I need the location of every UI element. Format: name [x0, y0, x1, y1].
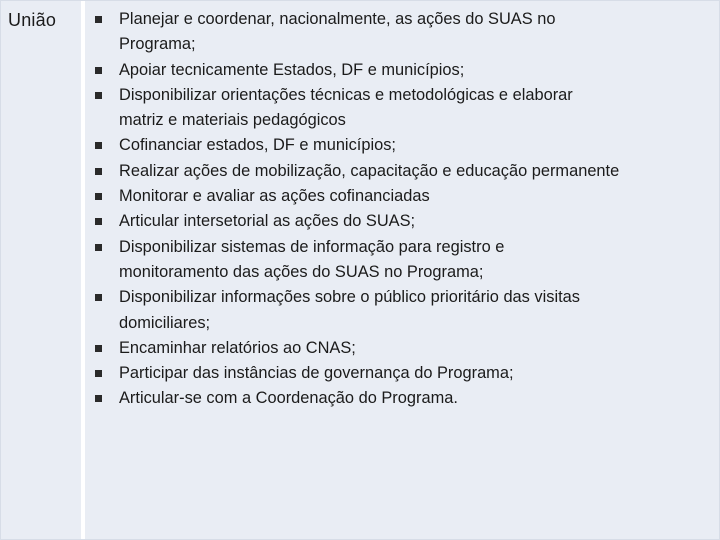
responsibilities-list [85, 7, 715, 412]
list-item-text: Articular intersetorial as ações do SUAS; [119, 212, 416, 231]
list-item [85, 235, 715, 286]
list-item [85, 386, 715, 411]
responsibilities-cell [85, 1, 719, 539]
square-bullet-icon [95, 370, 102, 377]
list-item-text: monitoramento das ações do SUAS no Programa; [119, 262, 484, 281]
list-item [85, 7, 715, 58]
list-item [85, 133, 715, 158]
list-item-text: Disponibilizar sistemas de informação para registro e [119, 237, 505, 256]
square-bullet-icon [95, 193, 102, 200]
list-item-text: Apoiar tecnicamente Estados, DF e municípios; [119, 60, 465, 79]
square-bullet-icon [95, 16, 102, 23]
list-item-text: Disponibilizar informações sobre o público prioritário das visitas [119, 288, 580, 307]
list-item-text: domiciliares; [119, 313, 211, 332]
list-item-text: Articular-se com a Coordenação do Programa. [119, 389, 458, 408]
list-item-text: Participar das instâncias de governança do Programa; [119, 364, 514, 383]
list-item [85, 184, 715, 209]
list-item-text: matriz e materiais pedagógicos [119, 111, 346, 130]
row-label-cell [1, 1, 81, 539]
square-bullet-icon [95, 218, 102, 225]
row-label: União [8, 10, 57, 30]
list-item-text: Disponibilizar orientações técnicas e metodológicas e elaborar [119, 85, 573, 104]
square-bullet-icon [95, 395, 102, 402]
list-item-text: Planejar e coordenar, nacionalmente, as ações do SUAS no [119, 10, 556, 28]
list-item [85, 361, 715, 386]
square-bullet-icon [95, 168, 102, 175]
square-bullet-icon [95, 67, 102, 74]
list-item [85, 285, 715, 336]
list-item-text: Realizar ações de mobilização, capacitação e educação permanente [119, 161, 620, 180]
list-item-text: Monitorar e avaliar as ações cofinanciadas [119, 187, 430, 206]
square-bullet-icon [95, 294, 102, 301]
square-bullet-icon [95, 244, 102, 251]
list-item [85, 336, 715, 361]
list-item [85, 159, 715, 184]
list-item-text: Cofinanciar estados, DF e municípios; [119, 136, 396, 155]
list-item-text: Encaminhar relatórios ao CNAS; [119, 338, 356, 357]
list-item-text: Programa; [119, 35, 196, 54]
square-bullet-icon [95, 92, 102, 99]
list-item [85, 209, 715, 234]
square-bullet-icon [95, 142, 102, 149]
list-item [85, 83, 715, 134]
list-item [85, 58, 715, 83]
square-bullet-icon [95, 345, 102, 352]
